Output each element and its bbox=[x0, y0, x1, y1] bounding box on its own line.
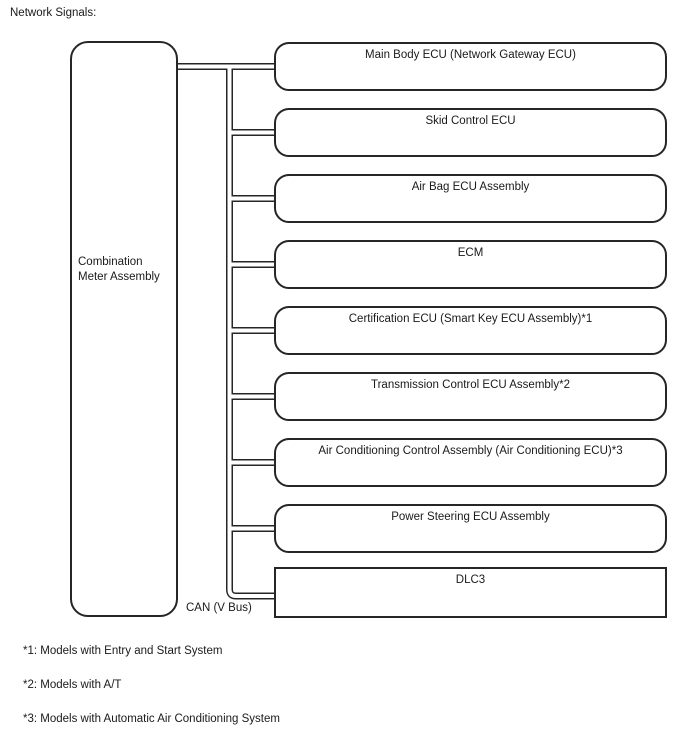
node-label: Air Bag ECU Assembly bbox=[411, 181, 530, 193]
node-label: Combination Meter Assembly bbox=[78, 256, 160, 283]
node-power-steering-ecu-assembly bbox=[274, 504, 667, 553]
node-transmission-control-ecu bbox=[274, 372, 667, 421]
can-bus-label: CAN (V Bus) bbox=[186, 602, 252, 614]
node-air-bag-ecu-assembly bbox=[274, 174, 667, 223]
node-label: ECM bbox=[457, 247, 484, 259]
node-skid-control-ecu bbox=[274, 108, 667, 157]
node-label: Skid Control ECU bbox=[425, 115, 516, 127]
can-bus-inner-fill bbox=[176, 67, 282, 597]
node-certification-ecu bbox=[274, 306, 667, 355]
node-label: Air Conditioning Control Assembly (Air Conditioning ECU)*3 bbox=[318, 445, 623, 457]
node-label: Power Steering ECU Assembly bbox=[391, 511, 550, 523]
node-combination-meter-assembly bbox=[70, 41, 178, 617]
node-dlc3 bbox=[274, 567, 667, 618]
node-main-body-ecu bbox=[274, 42, 667, 91]
page-title: Network Signals: bbox=[10, 7, 97, 19]
footnote-1: *1: Models with Entry and Start System bbox=[23, 645, 223, 657]
node-label: Transmission Control ECU Assembly*2 bbox=[371, 379, 570, 391]
footnote-2: *2: Models with A/T bbox=[23, 679, 122, 691]
node-label: DLC3 bbox=[455, 574, 486, 586]
node-label: Main Body ECU (Network Gateway ECU) bbox=[365, 49, 576, 61]
footnote-3: *3: Models with Automatic Air Conditioning System bbox=[23, 713, 280, 725]
node-ecm bbox=[274, 240, 667, 289]
node-air-conditioning-control-assembly bbox=[274, 438, 667, 487]
node-label: Certification ECU (Smart Key ECU Assembly)*1 bbox=[348, 313, 593, 325]
